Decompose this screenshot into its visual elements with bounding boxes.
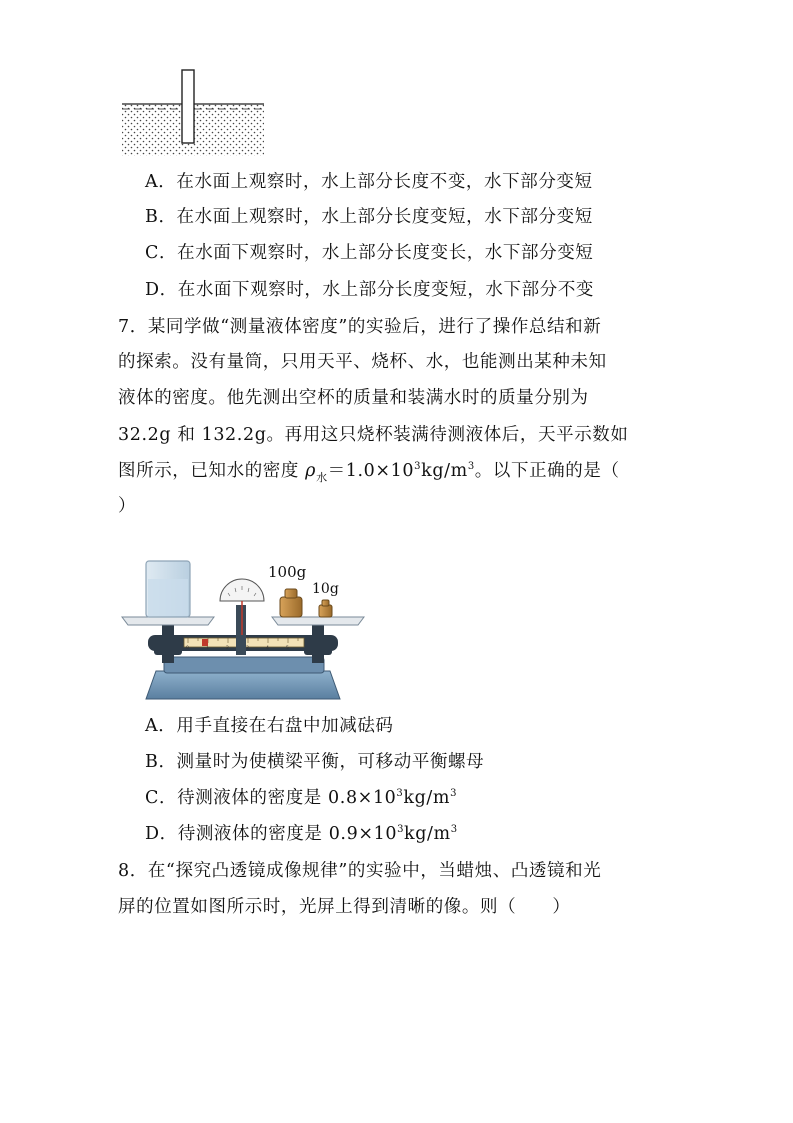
q7-line5-unit: kg/m (421, 461, 468, 481)
q7-option-c-text: C．待测液体的密度是 0.8×10 (145, 788, 397, 808)
rho-symbol: ρ (305, 461, 317, 481)
scale-tick-label: 2 (226, 646, 229, 651)
q7-option-d-text: D．待测液体的密度是 0.9×10 (145, 824, 398, 844)
q7-option-c-exponent: 3 (396, 788, 404, 799)
left-pan (122, 617, 214, 625)
q7-option-a: A．用手直接在右盘中加减砝码 (145, 716, 394, 736)
q7-option-d (145, 822, 458, 849)
center-column (236, 605, 246, 655)
q7-stem-line-5 (118, 459, 620, 486)
q7-exponent: 3 (414, 461, 422, 472)
q7-line5-eq: ＝1.0×10 (327, 461, 415, 481)
q7-stem-line-4: 32.2g 和 132.2g。再用这只烧杯装满待测液体后，天平示数如 (118, 425, 629, 445)
beaker-liquid (148, 579, 188, 616)
q8-stem-line-2: 屏的位置如图所示时，光屏上得到清晰的像。则（ ） (118, 897, 571, 917)
q6-option-a: A．在水面上观察时，水上部分长度不变，水下部分变短 (145, 172, 593, 192)
q7-stem-line-6: ） (118, 496, 137, 516)
scale-tick-label: 5 (286, 646, 289, 651)
q7-option-c-unit: kg/m (403, 788, 451, 808)
q7-stem-line-3: 液体的密度。他先测出空杯的质量和装满水时的质量分别为 (118, 388, 589, 408)
q7-option-d-exponent: 3 (397, 824, 405, 835)
stick (182, 70, 194, 143)
q7-stem-line-1: 7．某同学做“测量液体密度”的实验后，进行了操作总结和新 (118, 317, 602, 337)
rider-slider (202, 639, 208, 646)
q7-line5-pre: 图所示，已知水的密度 (118, 461, 306, 481)
q7-stem-line-2: 的探索。没有量筒，只用天平、烧杯、水，也能测出某种未知 (118, 352, 607, 372)
q7-option-b: B．测量时为使横梁平衡，可移动平衡螺母 (145, 752, 485, 772)
q6-option-c: C．在水面下观察时，水上部分长度变长，水下部分变短 (145, 243, 594, 263)
scale-tick-label: 4 (266, 646, 269, 651)
scale-tick-label: 1 (206, 646, 209, 651)
q7-unit-exponent: 3 (467, 461, 475, 472)
q6-option-d: D．在水面下观察时，水上部分长度变短，水下部分不变 (145, 280, 595, 300)
q7-option-c-unit-exponent: 3 (450, 788, 458, 799)
weight-label-100g: 100g (268, 563, 307, 581)
q7-option-d-unit-exponent: 3 (450, 824, 458, 835)
right-pan (272, 617, 364, 625)
weight-100g (280, 597, 302, 617)
balance-scale-figure (118, 553, 368, 703)
weight-10g (319, 605, 332, 617)
q7-option-c (145, 786, 457, 813)
q7-option-d-unit: kg/m (404, 824, 451, 844)
stick-in-water-figure (118, 62, 268, 162)
q8-stem-line-1: 8．在“探究凸透镜成像规律”的实验中，当蜡烛、凸透镜和光 (118, 861, 602, 881)
weight-label-10g: 10g (312, 581, 339, 597)
scale-tick-label: 0 (186, 646, 189, 651)
scale-base (146, 671, 340, 699)
rho-subscript: 水 (316, 471, 328, 484)
q7-line5-end: 。以下正确的是（ (474, 461, 620, 481)
scale-tick-label: 3 (246, 646, 249, 651)
q6-option-b: B．在水面上观察时，水上部分长度变短，水下部分变短 (145, 207, 593, 227)
